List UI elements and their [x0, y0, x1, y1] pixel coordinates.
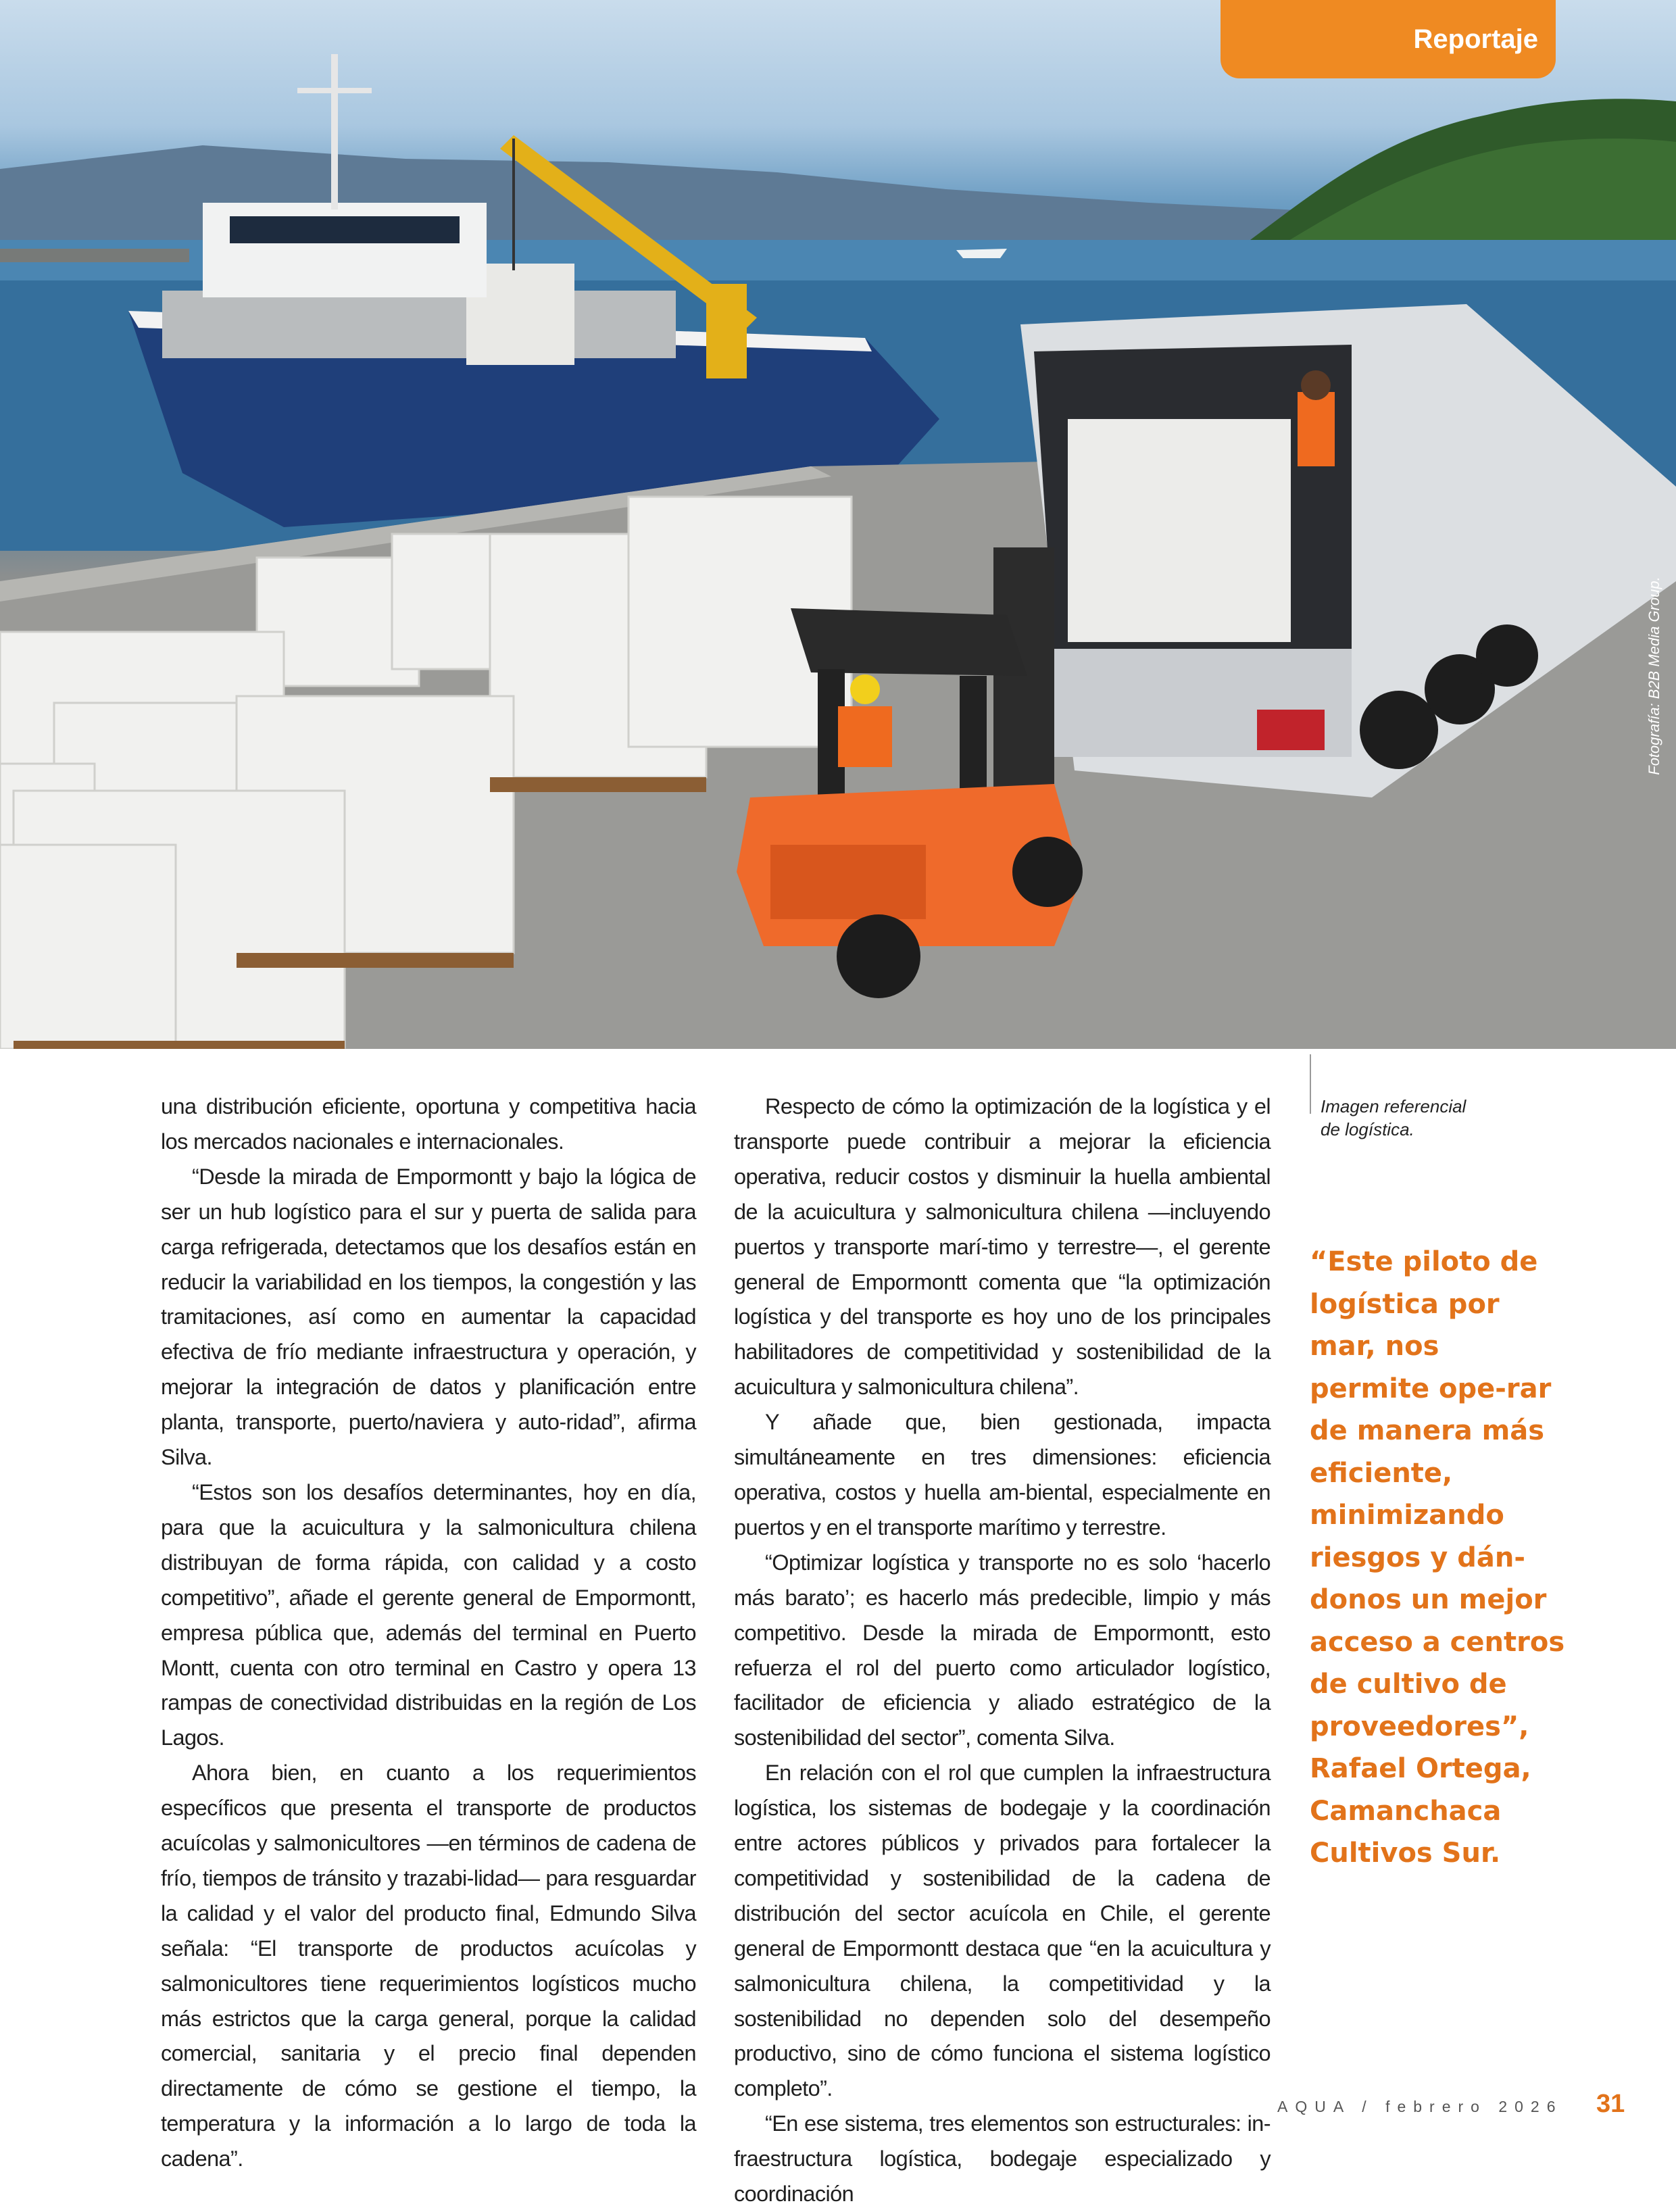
- footer-magazine-date: AQUA / febrero 2026: [1277, 2098, 1563, 2115]
- photo-credit: Fotografía: B2B Media Group.: [1646, 576, 1662, 775]
- paragraph: “Estos son los desafíos determinantes, hoy en día, para que la acuicultura y la salmonicultura chilena distribuyan de forma rápida, con calidad y a costo competitivo”, añade el gerente general de Empormontt, empresa pública que, además del terminal en Puerto Montt, cuenta con otro terminal en Castro y opera 13 rampas de conectividad distribuidas en la región de Los Lagos.: [161, 1479, 696, 1750]
- article-column-2: [734, 1089, 1271, 2212]
- pull-quote: “Este piloto de logística por mar, nos permite ope-rar de manera más eficiente, minimizando riesgos y dán-donos un mejor acceso a centros de cultivo de proveedores”, Rafael Ortega, Camanchaca Cultivos Sur.: [1310, 1246, 1565, 1869]
- paragraph: Respecto de cómo la optimización de la logística y el transporte puede contribuir a mejorar la eficiencia operativa, reducir costos y disminuir la huella ambiental de la acuicultura y salmonicultura chilena —incluyendo puertos y transporte marí-timo y terrestre—, el gerente general de Empormontt comenta que “la optimización logística y del transporte es hoy uno de los principales habilitadores de competitividad y sostenibilidad de la acuicultura y salmonicultura chilena”.: [734, 1094, 1271, 1400]
- paragraph: “Desde la mirada de Empormontt y bajo la lógica de ser un hub logístico para el sur y puerta de salida para carga refrigerada, detectamos que los desafíos están en reducir la variabilidad en los tiempos, la congestión y las tramitaciones, así como en aumentar la capacidad efectiva de frío mediante infraestructura y operación, y mejorar la integración de datos y planificación entre planta, transporte, puerto/naviera y auto-ridad”, afirma Silva.: [161, 1164, 696, 1470]
- paragraph: En relación con el rol que cumplen la infraestructura logística, los sistemas de bodegaje y la coordinación entre actores públicos y privados para fortalecer la competitividad y sostenibilidad de la cadena de distribución del sector acuícola en Chile, el gerente general de Empormontt destaca que “en la acuicultura y salmonicultura chilena, la competitividad y la sostenibilidad no dependen solo del desempeño productivo, sino de cómo funciona el sistema logístico completo”.: [734, 1761, 1271, 2101]
- caption-divider: [1310, 1054, 1311, 1114]
- article-column-1: [161, 1089, 696, 2177]
- paragraph: Y añade que, bien gestionada, impacta simultáneamente en tres dimensiones: eficiencia operativa, costos y huella am-biental, especialmente en puertos y en el transporte marítimo y terrestre.: [734, 1410, 1271, 1540]
- photo-caption: Imagen referencial de logística.: [1321, 1096, 1466, 1139]
- paragraph: Ahora bien, en cuanto a los requerimientos específicos que presenta el transporte de productos acuícolas y salmonicultores —en términos de cadena de frío, tiempos de tránsito y trazabi-lidad— para resguardar la calidad y el valor del producto final, Edmundo Silva señala: “El transporte de productos acuícolas y salmonicultores tiene requerimientos logísticos mucho más estrictos que la carga general, porque la calidad comercial, sanitaria y el precio final dependen directamente de cómo se gestione el tiempo, la temperatura y la información a lo largo de toda la cadena”.: [161, 1761, 696, 2171]
- page-number: 31: [1596, 2090, 1625, 2118]
- section-tab: Reportaje: [1221, 0, 1556, 78]
- paragraph: una distribución eficiente, oportuna y competitiva hacia los mercados nacionales e internacionales.: [161, 1094, 696, 1154]
- paragraph: “Optimizar logística y transporte no es solo ‘hacerlo más barato’; es hacerlo más predecible, limpio y más competitivo. Desde la mirada de Empormontt, esto refuerza el rol del puerto como articulador logístico, facilitador de eficiencia y aliado estratégico de la sostenibilidad del sector”, comenta Silva.: [734, 1550, 1271, 1750]
- header-photo: [0, 0, 1676, 1049]
- paragraph: “En ese sistema, tres elementos son estructurales: in-fraestructura logística, bodegaje especializado y coordinación: [734, 2111, 1271, 2207]
- port-scene-illustration: [0, 0, 1676, 1049]
